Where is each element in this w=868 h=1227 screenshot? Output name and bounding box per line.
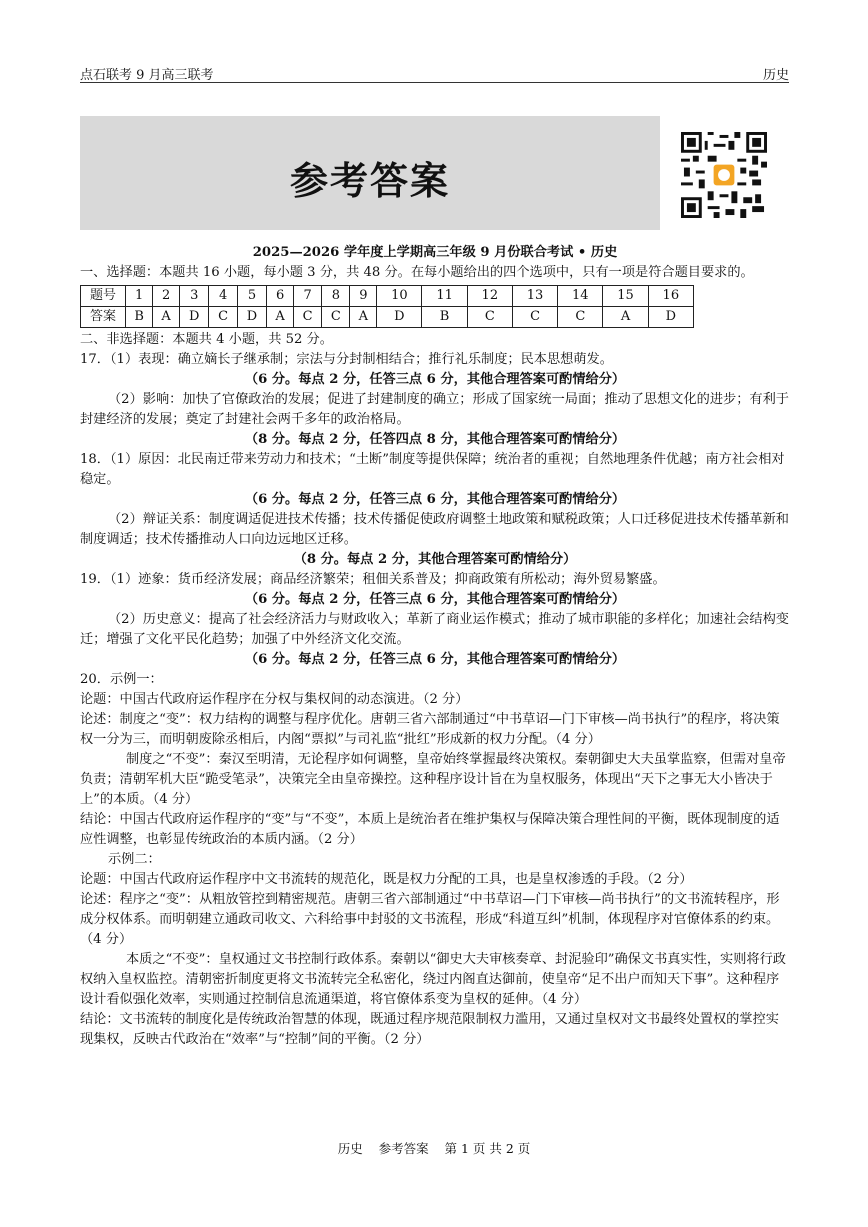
q20-example2-argument: 论述：程序之“变”：从粗放管控到精密规范。唐朝三省六部制通过“中书草诏—门下审核—尚书执行”的文书流转程序，形成分权体系。而明朝建立通政司收文、六科给事中封驳的文书流程，形成“科道互纠”机制，体现程序对官僚体系的约束。（4 分） <box>80 892 780 947</box>
q18-score2: （8 分。每点 2 分，其他合理答案可酌情给分） <box>293 552 577 567</box>
q20-example1-argument2: 制度之“不变”：秦汉至明清，无论程序如何调整，皇帝始终掌握最终决策权。秦朝御史大夫虽掌监察，但需对皇帝负责；清朝军机大臣“跪受笔录”，决策完全由皇帝操控。这种程序设计旨在为皇权服务，体现出“天下之事无大小皆决于上”的本质。（4 分） <box>80 752 786 807</box>
q20-example2-thesis: 论题：中国古代政府运作程序中文书流转的规范化，既是权力分配的工具，也是皇权渗透的手段。（2 分） <box>80 872 693 887</box>
question-number: 1 <box>126 286 153 307</box>
q20-example2-argument2: 本质之“不变”：皇权通过文书控制行政体系。秦朝以“御史大夫审核奏章、封泥验印”确保文书真实性，实则将行政权纳入皇权监控。清朝密折制度更将文书流转完全私密化，绕过内阁直达御前，使皇帝“足不出户而知天下事”。这种程序设计看似强化效率，实则通过控制信息流通渠道，将官僚体系变为皇权的延伸。（4 分） <box>80 952 786 1007</box>
question-number: 12 <box>467 286 512 307</box>
answer-content <box>80 243 790 1050</box>
answer-letter: D <box>377 307 422 328</box>
question-number: 4 <box>209 286 237 307</box>
section-2-heading: 二、非选择题：本题共 4 小题，共 52 分。 <box>80 332 333 347</box>
answer-letter: A <box>603 307 648 328</box>
q20-example2-conclusion: 结论：文书流转的制度化是传统政治智慧的体现，既通过程序规范限制权力滥用，又通过皇权对文书最终处置权的掌控实现集权，反映古代政治在“效率”与“控制”间的平衡。（2 分） <box>80 1012 779 1047</box>
qr-code-icon <box>681 132 767 218</box>
q18-part1: 18．（1）原因：北民南迁带来劳动力和技术；“土断”制度等提供保障；统治者的重视；自然地理条件优越；南方社会相对稳定。 <box>80 452 785 487</box>
table-row-answers <box>81 307 694 328</box>
question-number: 6 <box>267 286 294 307</box>
question-number: 11 <box>422 286 467 307</box>
q18-score1: （6 分。每点 2 分，任答三点 6 分，其他合理答案可酌情给分） <box>244 492 626 507</box>
doc-title: 2025—2026 学年度上学期高三年级 9 月份联合考试 • 历史 <box>252 245 618 260</box>
answer-letter: A <box>267 307 294 328</box>
answer-letter: C <box>293 307 321 328</box>
q20-example1-thesis: 论题：中国古代政府运作程序在分权与集权间的动态演进。（2 分） <box>80 692 469 707</box>
q19-part1: 19．（1）迹象：货币经济发展；商品经济繁荣；租佃关系普及；抑商政策有所松动；海外贸易繁盛。 <box>80 572 666 587</box>
table-row-numbers <box>81 286 694 307</box>
q17-score1: （6 分。每点 2 分，任答三点 6 分，其他合理答案可酌情给分） <box>244 372 626 387</box>
answer-letter: D <box>648 307 693 328</box>
question-number: 3 <box>180 286 209 307</box>
question-number: 5 <box>237 286 266 307</box>
answer-letter: A <box>350 307 377 328</box>
question-number: 2 <box>153 286 180 307</box>
header-right: 历史 <box>762 68 789 83</box>
question-number: 13 <box>512 286 557 307</box>
q19-part2: （2）历史意义：提高了社会经济活力与财政收入；革新了商业运作模式；推动了城市职能的多样化；加速社会结构变迁；增强了文化平民化趋势；加强了中外经济文化交流。 <box>80 612 789 647</box>
row-label: 题号 <box>81 286 126 307</box>
answer-letter: B <box>422 307 467 328</box>
question-number: 9 <box>350 286 377 307</box>
section-1-heading: 一、选择题：本题共 16 小题，每小题 3 分，共 48 分。在每小题给出的四个选项中，只有一项是符合题目要求的。 <box>80 265 754 280</box>
question-number: 10 <box>377 286 422 307</box>
answer-letter: B <box>126 307 153 328</box>
q20-heading: 20．示例一： <box>80 672 163 687</box>
answer-letter: C <box>209 307 237 328</box>
q20-example2-heading: 示例二： <box>108 852 161 867</box>
answer-letter: C <box>512 307 557 328</box>
q20-example1-conclusion: 结论：中国古代政府运作程序的“变”与“不变”，本质上是统治者在维护集权与保障决策合理性间的平衡，既体现制度的适应性调整，也彰显传统政治的本质内涵。（2 分） <box>80 812 780 847</box>
answer-table <box>80 285 694 328</box>
question-number: 16 <box>648 286 693 307</box>
answer-letter: D <box>180 307 209 328</box>
question-number: 7 <box>293 286 321 307</box>
page-footer: 历史 参考答案 第 1 页 共 2 页 <box>337 1141 531 1156</box>
title-banner <box>80 116 660 230</box>
answer-letter: A <box>153 307 180 328</box>
q19-score2: （6 分。每点 2 分，任答三点 6 分，其他合理答案可酌情给分） <box>244 652 626 667</box>
header-left: 点石联考 9 月高三联考 <box>80 68 214 83</box>
q17-score2: （8 分。每点 2 分，任答四点 8 分，其他合理答案可酌情给分） <box>244 432 626 447</box>
banner-title: 参考答案 <box>289 158 450 203</box>
q18-part2: （2）辩证关系：制度调适促进技术传播；技术传播促使政府调整土地政策和赋税政策；人口迁移促进技术传播革新和制度调适；技术传播推动人口向边远地区迁移。 <box>80 512 789 547</box>
question-number: 14 <box>558 286 603 307</box>
answer-letter: C <box>467 307 512 328</box>
answer-letter: C <box>322 307 350 328</box>
question-number: 8 <box>322 286 350 307</box>
answer-letter: C <box>558 307 603 328</box>
question-number: 15 <box>603 286 648 307</box>
answer-letter: D <box>237 307 266 328</box>
q17-part1: 17．（1）表现：确立嫡长子继承制；宗法与分封制相结合；推行礼乐制度；民本思想萌发。 <box>80 352 613 367</box>
page-header <box>80 62 789 83</box>
row-label: 答案 <box>81 307 126 328</box>
q17-part2: （2）影响：加快了官僚政治的发展；促进了封建制度的确立；形成了国家统一局面；推动了思想文化的进步；有利于封建经济的发展；奠定了封建社会两千多年的政治格局。 <box>80 392 789 427</box>
q20-example1-argument: 论述：制度之“变”：权力结构的调整与程序优化。唐朝三省六部制通过“中书草诏—门下审核—尚书执行”的程序，将决策权一分为三，而明朝废除丞相后，内阁“票拟”与司礼监“批红”形成新的权力分配。（4 分） <box>80 712 780 747</box>
q19-score1: （6 分。每点 2 分，任答三点 6 分，其他合理答案可酌情给分） <box>244 592 626 607</box>
